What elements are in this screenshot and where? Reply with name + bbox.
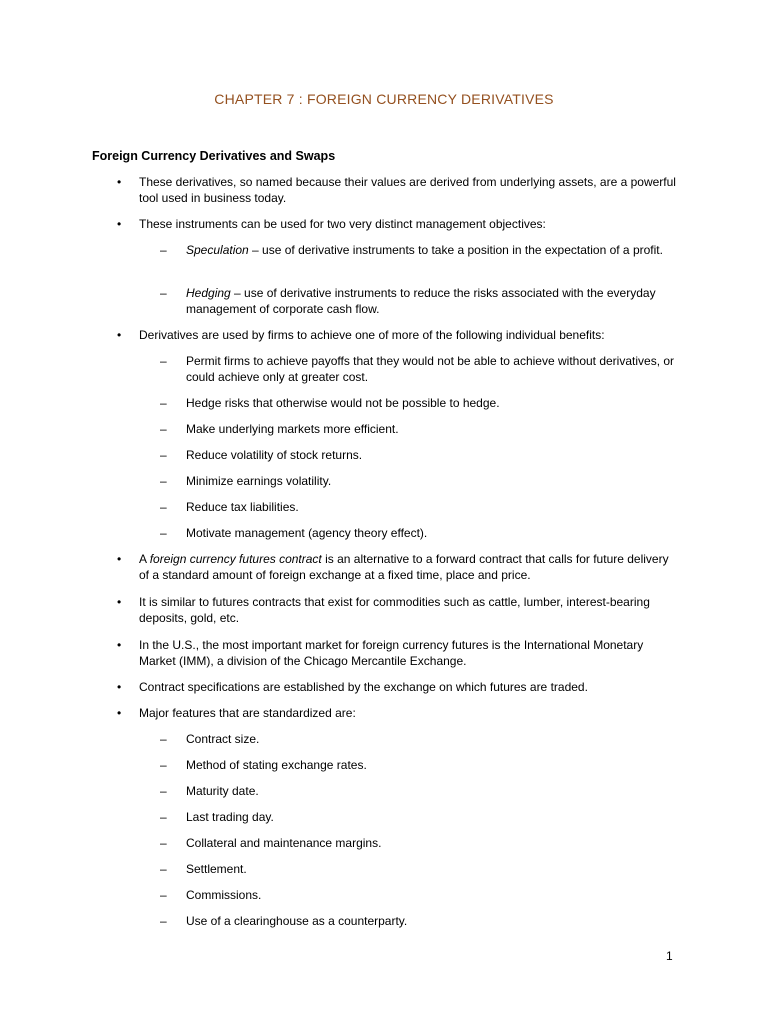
- dash-marker: –: [160, 526, 167, 540]
- item-text: Motivate management (agency theory effect).: [186, 526, 428, 540]
- sub-item: [186, 809, 681, 825]
- item-text: Permit firms to achieve payoffs that they would not be able to achieve without derivatives, or could achieve only at greater cost.: [186, 354, 675, 384]
- bullet-marker: •: [117, 217, 122, 231]
- item-text: Use of a clearinghouse as a counterparty.: [186, 914, 408, 928]
- item-text: These derivatives, so named because their values are derived from underlying assets, are a powerful tool used in business today.: [139, 175, 676, 205]
- item-text: Commissions.: [186, 888, 262, 902]
- sub-item: [186, 913, 681, 929]
- dash-marker: –: [160, 862, 167, 876]
- bullet-marker: •: [117, 706, 122, 720]
- item-text: These instruments can be used for two very distinct management objectives:: [139, 217, 546, 231]
- section-heading: Foreign Currency Derivatives and Swaps: [92, 149, 336, 163]
- dash-marker: –: [160, 448, 167, 462]
- item-text: Minimize earnings volatility.: [186, 474, 332, 488]
- item-text: Contract size.: [186, 732, 260, 746]
- bullet-item: [139, 679, 679, 695]
- dash-marker: –: [160, 500, 167, 514]
- item-text: Make underlying markets more efficient.: [186, 422, 399, 436]
- sub-item: [186, 861, 681, 877]
- item-text: is an alternative to a forward contract that calls for future delivery of a standard amount of foreign exchange at a fixed time, place and price.: [139, 552, 669, 582]
- dash-marker: –: [160, 396, 167, 410]
- bullet-item: [139, 216, 679, 232]
- italic-term: foreign currency futures contract: [149, 552, 322, 566]
- italic-term: Speculation: [186, 243, 249, 257]
- item-text: In the U.S., the most important market for foreign currency futures is the International Monetary Market (IMM), a division of the Chicago Mercantile Exchange.: [139, 638, 644, 668]
- dash-marker: –: [160, 243, 167, 257]
- dash-marker: –: [160, 758, 167, 772]
- sub-item: [186, 473, 681, 489]
- item-text: Maturity date.: [186, 784, 259, 798]
- dash-marker: –: [160, 836, 167, 850]
- item-text: Last trading day.: [186, 810, 274, 824]
- bullet-item: [139, 705, 679, 721]
- bullet-marker: •: [117, 328, 122, 342]
- item-text: Reduce tax liabilities.: [186, 500, 299, 514]
- bullet-item: [139, 174, 679, 206]
- bullet-marker: •: [117, 595, 122, 609]
- dash-marker: –: [160, 810, 167, 824]
- sub-item: [186, 757, 681, 773]
- sub-item: [186, 353, 681, 385]
- item-text: Reduce volatility of stock returns.: [186, 448, 363, 462]
- item-text: – use of derivative instruments to reduce the risks associated with the everyday management of corporate cash flow.: [186, 286, 656, 316]
- sub-item: [186, 242, 681, 258]
- sub-item: [186, 395, 681, 411]
- bullet-item: [139, 327, 679, 343]
- bullet-marker: •: [117, 680, 122, 694]
- dash-marker: –: [160, 888, 167, 902]
- bullet-item: [139, 594, 679, 626]
- sub-item: [186, 499, 681, 515]
- dash-marker: –: [160, 784, 167, 798]
- dash-marker: –: [160, 732, 167, 746]
- sub-item: [186, 421, 681, 437]
- sub-item: [186, 731, 681, 747]
- dash-marker: –: [160, 914, 167, 928]
- bullet-item: [139, 637, 679, 669]
- bullet-marker: •: [117, 552, 122, 566]
- item-text: It is similar to futures contracts that exist for commodities such as cattle, lumber, interest-bearing deposits, gold, etc.: [139, 595, 650, 625]
- item-text: Contract specifications are established by the exchange on which futures are traded.: [139, 680, 588, 694]
- dash-marker: –: [160, 474, 167, 488]
- bullet-item: [139, 551, 679, 583]
- item-text: Settlement.: [186, 862, 247, 876]
- dash-marker: –: [160, 286, 167, 300]
- dash-marker: –: [160, 354, 167, 368]
- bullet-marker: •: [117, 175, 122, 189]
- bullet-marker: •: [117, 638, 122, 652]
- sub-item: [186, 447, 681, 463]
- dash-marker: –: [160, 422, 167, 436]
- item-text: A: [139, 552, 150, 566]
- item-text: Derivatives are used by firms to achieve one of more of the following individual benefits:: [139, 328, 605, 342]
- item-text: Major features that are standardized are:: [139, 706, 356, 720]
- item-text: Method of stating exchange rates.: [186, 758, 367, 772]
- sub-item: [186, 783, 681, 799]
- sub-item: [186, 887, 681, 903]
- item-text: Collateral and maintenance margins.: [186, 836, 382, 850]
- chapter-title: CHAPTER 7 : FOREIGN CURRENCY DERIVATIVES: [214, 91, 554, 107]
- italic-term: Hedging: [186, 286, 231, 300]
- item-text: – use of derivative instruments to take a position in the expectation of a profit.: [248, 243, 663, 257]
- sub-item: [186, 285, 681, 317]
- item-text: Hedge risks that otherwise would not be possible to hedge.: [186, 396, 500, 410]
- sub-item: [186, 835, 681, 851]
- sub-item: [186, 525, 681, 541]
- page-number: 1: [666, 949, 673, 963]
